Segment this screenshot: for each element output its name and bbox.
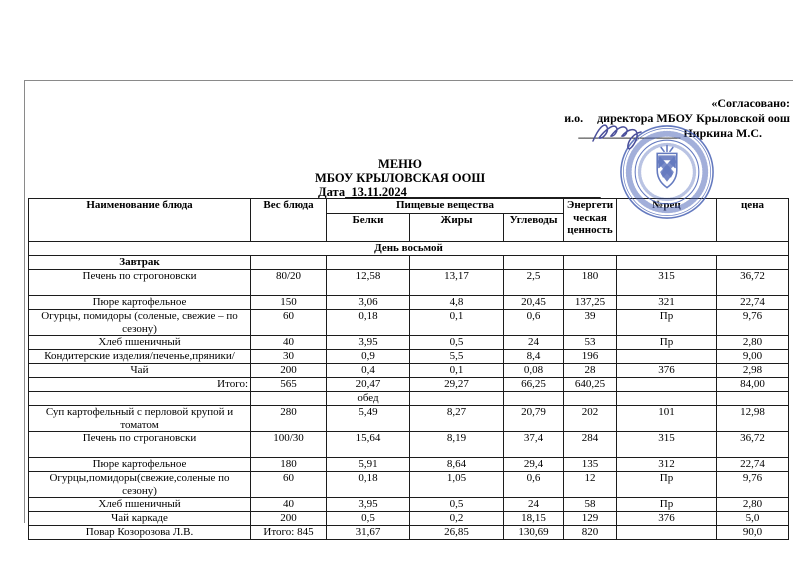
table-cell: 12,58	[327, 270, 410, 296]
table-cell: обед	[327, 392, 410, 406]
table-row	[29, 296, 789, 310]
col-header-fat: Жиры	[410, 214, 504, 242]
table-cell: Хлеб пшеничный	[29, 336, 251, 350]
table-cell: 0,6	[504, 472, 564, 498]
table-cell	[717, 392, 789, 406]
table-cell: 5,49	[327, 406, 410, 432]
table-cell: 37,4	[504, 432, 564, 458]
table-cell	[504, 256, 564, 270]
table-cell	[251, 256, 327, 270]
table-cell	[617, 256, 717, 270]
table-cell: Пр	[617, 310, 717, 336]
table-row	[29, 392, 789, 406]
table-cell: 90,0	[717, 526, 789, 540]
table-cell: 20,47	[327, 378, 410, 392]
table-cell: Печень по строгоновски	[29, 270, 251, 296]
table-cell: 30	[251, 350, 327, 364]
table-cell: Пюре картофельное	[29, 296, 251, 310]
table-cell: 8,27	[410, 406, 504, 432]
table-cell: 24	[504, 336, 564, 350]
table-row	[29, 526, 789, 540]
table-cell	[504, 392, 564, 406]
table-cell: Итого:	[29, 378, 251, 392]
table-row	[29, 472, 789, 498]
table-cell: 200	[251, 512, 327, 526]
date-value: 13.11.2024	[351, 185, 407, 199]
table-cell: 2,5	[504, 270, 564, 296]
table-cell: Огурцы, помидоры (соленые, свежие – по сезону)	[29, 310, 251, 336]
table-cell: 150	[251, 296, 327, 310]
signature-line: _________________	[578, 126, 681, 140]
table-cell: 8,64	[410, 458, 504, 472]
table-cell: 0,2	[410, 512, 504, 526]
director-signature-icon	[588, 118, 660, 154]
col-header-dish-name: Наименование блюда	[29, 199, 251, 242]
table-cell: 5,0	[717, 512, 789, 526]
table-row	[29, 432, 789, 458]
table-cell: Чай каркаде	[29, 512, 251, 526]
table-cell: Кондитерские изделия/печенье,пряники/	[29, 350, 251, 364]
table-cell: 376	[617, 512, 717, 526]
director-label: директора МБОУ Крыловской оош	[597, 111, 790, 125]
table-cell	[617, 350, 717, 364]
table-cell: 29,27	[410, 378, 504, 392]
table-cell: 640,25	[564, 378, 617, 392]
table-cell: 9,00	[717, 350, 789, 364]
table-cell: 12	[564, 472, 617, 498]
table-row	[29, 350, 789, 364]
col-header-energy: Энергети ческая ценность	[564, 199, 617, 242]
table-cell: День восьмой	[29, 242, 789, 256]
table-cell: Огурцы,помидоры(свежие,соленые по сезону)	[29, 472, 251, 498]
table-cell: 22,74	[717, 296, 789, 310]
table-cell: 0,5	[410, 498, 504, 512]
table-cell: 312	[617, 458, 717, 472]
table-cell: Пр	[617, 498, 717, 512]
table-cell: 565	[251, 378, 327, 392]
table-cell: 0,1	[410, 364, 504, 378]
table-cell: 15,64	[327, 432, 410, 458]
table-cell: Суп картофельный с перловой крупой и томатом	[29, 406, 251, 432]
io-label: и.о.	[564, 111, 584, 125]
table-cell: 101	[617, 406, 717, 432]
table-cell: 2,98	[717, 364, 789, 378]
table-cell: 22,74	[717, 458, 789, 472]
table-cell: 58	[564, 498, 617, 512]
table-cell: 8,19	[410, 432, 504, 458]
table-cell	[327, 256, 410, 270]
table-cell: 53	[564, 336, 617, 350]
col-header-protein: Белки	[327, 214, 410, 242]
table-cell	[617, 392, 717, 406]
table-cell: 60	[251, 310, 327, 336]
table-cell: 12,98	[717, 406, 789, 432]
table-cell	[251, 392, 327, 406]
agreed-label: «Согласовано:	[711, 96, 790, 110]
table-cell: 18,15	[504, 512, 564, 526]
col-header-recipe-number: №рец	[617, 199, 717, 242]
table-cell: 13,17	[410, 270, 504, 296]
table-cell: 31,67	[327, 526, 410, 540]
table-cell: 20,45	[504, 296, 564, 310]
table-cell: 137,25	[564, 296, 617, 310]
table-cell: 36,72	[717, 270, 789, 296]
table-cell: 376	[617, 364, 717, 378]
table-cell: 280	[251, 406, 327, 432]
table-cell	[617, 526, 717, 540]
table-row	[29, 512, 789, 526]
table-cell: 315	[617, 270, 717, 296]
table-cell: 3,95	[327, 336, 410, 350]
table-row	[29, 364, 789, 378]
table-cell: Пр	[617, 336, 717, 350]
school-name: МБОУ КРЫЛОВСКАЯ ООШ	[314, 170, 486, 185]
table-cell: 36,72	[717, 432, 789, 458]
table-cell: 20,79	[504, 406, 564, 432]
table-cell: 820	[564, 526, 617, 540]
table-cell: Пюре картофельное	[29, 458, 251, 472]
table-cell: Печень по строгановски	[29, 432, 251, 458]
table-cell: 29,4	[504, 458, 564, 472]
date-label: Дата_	[318, 185, 352, 199]
table-cell: 321	[617, 296, 717, 310]
table-cell: 180	[251, 458, 327, 472]
table-row	[29, 310, 789, 336]
table-cell: 180	[564, 270, 617, 296]
table-cell: 0,5	[410, 336, 504, 350]
table-cell: 40	[251, 498, 327, 512]
table-cell: 66,25	[504, 378, 564, 392]
table-cell	[410, 256, 504, 270]
table-cell: 0,1	[410, 310, 504, 336]
table-cell: 9,76	[717, 472, 789, 498]
table-cell: Повар Козорозова Л.В.	[29, 526, 251, 540]
table-cell: Чай	[29, 364, 251, 378]
table-cell	[410, 392, 504, 406]
table-cell: 39	[564, 310, 617, 336]
table-cell: Итого: 845	[251, 526, 327, 540]
table-row	[29, 458, 789, 472]
table-cell: 3,06	[327, 296, 410, 310]
table-cell: 129	[564, 512, 617, 526]
table-cell: 40	[251, 336, 327, 350]
table-row	[29, 336, 789, 350]
table-cell: 26,85	[410, 526, 504, 540]
table-cell	[717, 256, 789, 270]
menu-table-body	[29, 242, 789, 540]
col-header-weight: Вес блюда	[251, 199, 327, 242]
table-cell	[29, 392, 251, 406]
menu-title: МЕНЮ	[378, 157, 422, 171]
date-underline: _______________________________	[406, 185, 601, 199]
table-cell: 2,80	[717, 498, 789, 512]
table-cell: Хлеб пшеничный	[29, 498, 251, 512]
table-cell: 0,5	[327, 512, 410, 526]
col-header-nutrients: Пищевые вещества	[327, 199, 564, 214]
menu-table	[28, 198, 789, 540]
table-cell: 80/20	[251, 270, 327, 296]
table-cell: 0,4	[327, 364, 410, 378]
table-row	[29, 406, 789, 432]
table-row	[29, 242, 789, 256]
table-cell: 1,05	[410, 472, 504, 498]
table-cell: 28	[564, 364, 617, 378]
approval-line-agreed	[564, 96, 790, 111]
table-cell: 0,08	[504, 364, 564, 378]
table-row	[29, 498, 789, 512]
table-cell: 100/30	[251, 432, 327, 458]
table-cell	[617, 378, 717, 392]
table-row	[29, 256, 789, 270]
table-cell: 3,95	[327, 498, 410, 512]
table-cell: 0,18	[327, 472, 410, 498]
director-name: Ниркина М.С.	[683, 126, 762, 140]
table-cell: Пр	[617, 472, 717, 498]
table-cell: 2,80	[717, 336, 789, 350]
table-cell: 284	[564, 432, 617, 458]
col-header-price: цена	[717, 199, 789, 242]
table-cell: 24	[504, 498, 564, 512]
table-cell	[564, 392, 617, 406]
table-cell: 84,00	[717, 378, 789, 392]
table-cell: 200	[251, 364, 327, 378]
table-cell: 130,69	[504, 526, 564, 540]
table-cell: 4,8	[410, 296, 504, 310]
table-cell: 202	[564, 406, 617, 432]
table-cell: 135	[564, 458, 617, 472]
table-cell: 9,76	[717, 310, 789, 336]
col-header-carbs: Углеводы	[504, 214, 564, 242]
table-cell	[564, 256, 617, 270]
table-cell: Завтрак	[29, 256, 251, 270]
table-cell: 315	[617, 432, 717, 458]
table-cell: 5,5	[410, 350, 504, 364]
table-cell: 8,4	[504, 350, 564, 364]
table-cell: 5,91	[327, 458, 410, 472]
table-cell: 60	[251, 472, 327, 498]
table-row	[29, 270, 789, 296]
table-cell: 0,9	[327, 350, 410, 364]
table-cell: 0,18	[327, 310, 410, 336]
table-row	[29, 378, 789, 392]
table-cell: 196	[564, 350, 617, 364]
table-cell: 0,6	[504, 310, 564, 336]
